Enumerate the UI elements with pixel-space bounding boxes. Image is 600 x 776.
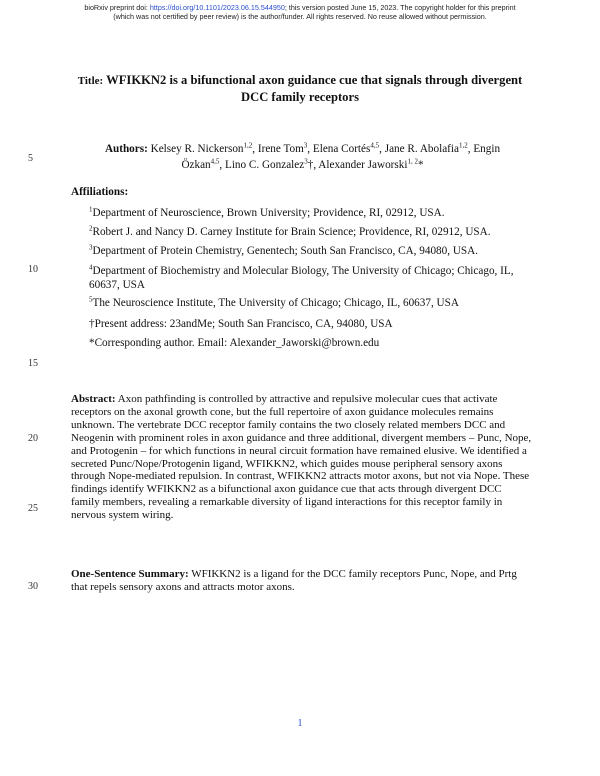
author-affiliation-sup: 1,2 [458, 141, 468, 150]
affiliation-item [89, 264, 529, 292]
author-affiliation-sup: 4,5 [370, 141, 380, 150]
author-name: Irene Tom [257, 143, 304, 155]
affiliation-item [89, 225, 529, 239]
affiliation-text: Robert J. and Nancy D. Carney Institute for Brain Science; Providence, RI, 02912, USA. [92, 226, 491, 238]
affiliation-item [89, 206, 529, 220]
author-list: Authors: Kelsey R. Nickerson$^{1,2}$, Irene Tom$^3$, Elena Cortés$^{4,5}$, Jane R. Abolafia$^{1,2}$, Engin Özkan$^{4,5}$, Lino C. Gonzalez$^3$†, Alexander Jaworski$^{1, 2}$* [104, 141, 501, 171]
affiliation-sup: 5 [89, 295, 93, 304]
affiliations-heading: Affiliations: [71, 186, 129, 198]
abstract-text: Axon pathfinding is controlled by attractive and repulsive molecular cues that activate receptors on the axonal growth cone, but the full repertoire of axon guidance molecules remains unknown. The vertebrate DCC receptor family contains the two closely related members DCC and Neogenin with prominent roles in axon guidance and three additional, divergent members – Punc, Nope, and Protogenin – for which functions in neural circuit formation have remained elusive. We identified a secreted Punc/Nope/Protogenin ligand, WFIKKN2, which guides mouse peripheral sensory axons through Nope-mediated repulsion. In contrast, WFIKKN2 attracts motor axons, but not via Nope. These findings identify WFIKKN2 as a bifunctional axon guidance cue that acts through divergent DCC family members, revealing a remarkable diversity of ligand interactions for this receptor family in nervous system wiring. [71, 393, 532, 522]
line-number: 15 [28, 358, 38, 369]
line-number: 30 [28, 581, 38, 592]
summary-label: One-Sentence Summary: [71, 568, 189, 580]
header-line-1: bioRxiv preprint doi: https://doi.org/10.1101/2023.06.15.544950; this version posted June 15, 2023. The copyright holder for this preprint [84, 3, 516, 12]
affiliation-sup: 4 [89, 263, 93, 272]
affiliation-text: Department of Protein Chemistry, Genentech; South San Francisco, CA, 94080, USA. [92, 245, 478, 257]
author-name: Jane R. Abolafia [384, 143, 459, 155]
author-name: Lino C. Gonzalez [224, 159, 305, 171]
preprint-header [0, 3, 600, 21]
abstract-label: Abstract: [71, 393, 116, 405]
paper-title [75, 72, 525, 105]
affiliation-sup: 1 [89, 205, 93, 214]
page-number: 1 [297, 718, 303, 729]
affiliation-sup: 3 [89, 243, 93, 252]
affiliation-text: The Neuroscience Institute, The University of Chicago; Chicago, IL, 60637, USA [92, 297, 459, 309]
one-sentence-summary [71, 568, 533, 594]
line-number: 20 [28, 433, 38, 444]
author-affiliation-sup: 4,5 [210, 157, 220, 166]
author-affiliation-sup: 3 [304, 157, 308, 166]
doi-link[interactable]: https://doi.org/10.1101/2023.06.15.544950 [149, 3, 285, 12]
affiliation-text: †Present address: 23andMe; South San Francisco, CA, 94080, USA [89, 318, 393, 330]
author-affiliation-sup: 1, 2 [407, 157, 418, 166]
author-affiliation-sup: 3 [303, 141, 308, 150]
author-name: Elena Cortés [312, 143, 371, 155]
affiliation-item [89, 296, 529, 310]
affiliation-text: Department of Neuroscience, Brown University; Providence, RI, 02912, USA. [92, 207, 445, 219]
affiliation-text: *Corresponding author. Email: Alexander_Jaworski@brown.edu [89, 337, 380, 349]
title-text: WFIKKN2 is a bifunctional axon guidance cue that signals through divergent DCC family receptors [106, 73, 523, 104]
line-number: 5 [28, 153, 33, 164]
author-name: Kelsey R. Nickerson [150, 143, 244, 155]
summary-text: WFIKKN2 is a ligand for the DCC family receptors Punc, Nope, and Prtg that repels sensory axons and attracts motor axons. [71, 568, 517, 593]
line-number: 10 [28, 264, 38, 275]
line-number: 25 [28, 503, 38, 514]
affiliation-sup: 2 [89, 224, 93, 233]
author-affiliation-sup: 1,2 [243, 141, 253, 150]
title-label: Title: [77, 75, 104, 87]
abstract [71, 393, 533, 522]
affiliation-text: Department of Biochemistry and Molecular Biology, The University of Chicago; Chicago, IL, 60637, USA [89, 265, 514, 291]
author-name: Alexander Jaworski [318, 159, 408, 171]
affiliation-item [89, 336, 529, 350]
author-name: Engin Özkan [181, 143, 501, 171]
affiliation-item [89, 244, 529, 258]
authors-label: Authors: [104, 143, 148, 155]
affiliation-item [89, 317, 529, 331]
header-line-2: (which was not certified by peer review) is the author/funder. All rights reserved. No reuse allowed without permission. [113, 12, 487, 21]
